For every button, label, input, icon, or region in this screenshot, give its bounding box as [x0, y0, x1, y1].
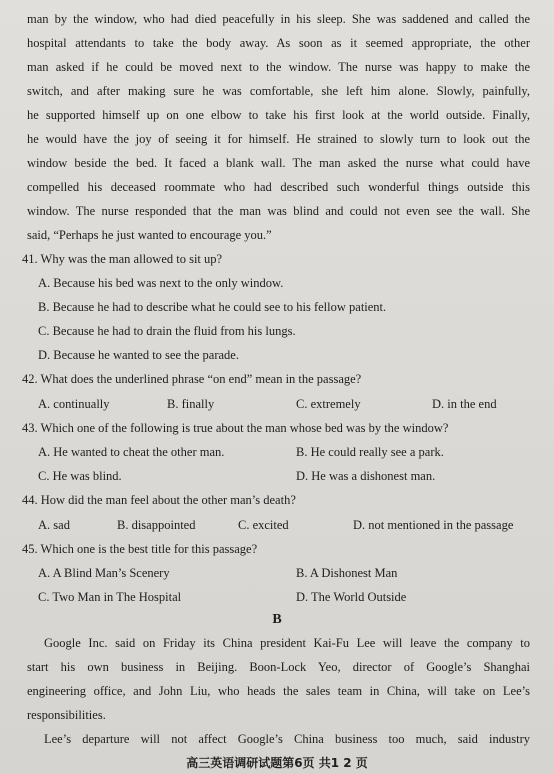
page-footer: 高三英语调研试题第6页 共1 2 页 [186, 756, 368, 770]
question-44-option-a: A. sad [38, 518, 70, 532]
question-43-option-d: D. He was a dishonest man. [296, 469, 436, 483]
question-42-option-a: A. continually [38, 397, 110, 411]
question-45-option-d: D. The World Outside [296, 590, 407, 604]
passage-b-line-1: Google Inc. said on Friday its China president Kai-Fu Lee will leave the company to [44, 636, 530, 650]
question-41-option-c: C. Because he had to drain the fluid from his lungs. [38, 324, 296, 338]
passage-a-line-8: compelled his deceased roommate who had described such wonderful things outside this [27, 180, 530, 194]
passage-a-line-1: man by the window, who had died peacefully in his sleep. She was saddened and called the [27, 12, 530, 26]
passage-a-line-10: said, “Perhaps he just wanted to encourage you.” [27, 228, 272, 242]
section-b-heading: B [272, 612, 282, 627]
question-42-option-d: D. in the end [432, 397, 497, 411]
question-44-stem: 44. How did the man feel about the other man’s death? [22, 493, 296, 507]
passage-a-line-5: he supported himself up on one elbow to take his first look at the world outside. Finally, [27, 108, 530, 122]
passage-b-line-3: engineering office, and John Liu, who heads the sales team in China, will take on Lee’s [27, 684, 530, 698]
question-41-stem: 41. Why was the man allowed to sit up? [22, 252, 223, 266]
passage-a-line-3: man asked if he could be moved next to the window. The nurse was happy to make the [27, 60, 530, 74]
question-43-option-b: B. He could really see a park. [296, 445, 444, 459]
passage-a-line-6: he would have the joy of seeing it for himself. He strained to slowly turn to look out the [27, 132, 530, 146]
passage-a-line-7: window beside the bed. It faced a blank wall. The man asked the nurse what could have [27, 156, 530, 170]
question-44-option-d: D. not mentioned in the passage [353, 518, 514, 532]
passage-a-line-2: hospital attendants to take the body away. As soon as it seemed appropriate, the other [27, 36, 530, 50]
passage-a-line-4: switch, and after making sure he was comfortable, she left him alone. Slowly, painfully, [27, 84, 530, 98]
question-45-option-c: C. Two Man in The Hospital [38, 590, 182, 604]
question-44-option-c: C. excited [238, 518, 289, 532]
passage-a-line-9: window. The nurse responded that the man was blind and could not even see the wall. She [27, 204, 530, 218]
question-41-option-d: D. Because he wanted to see the parade. [38, 348, 239, 362]
question-43-option-c: C. He was blind. [38, 469, 122, 483]
question-45-stem: 45. Which one is the best title for this passage? [22, 542, 258, 556]
question-45-option-a: A. A Blind Man’s Scenery [38, 566, 170, 580]
question-42-option-c: C. extremely [296, 397, 361, 411]
question-41-option-a: A. Because his bed was next to the only window. [38, 276, 284, 290]
passage-b-line-2: start his own business in Beijing. Boon-Lock Yeo, director of Google’s Shanghai [27, 660, 530, 674]
question-43-option-a: A. He wanted to cheat the other man. [38, 445, 225, 459]
question-43-stem: 43. Which one of the following is true about the man whose bed was by the window? [22, 421, 449, 435]
passage-b-line-5: Lee’s departure will not affect Google’s China business too much, said industry [44, 732, 530, 746]
question-44-option-b: B. disappointed [117, 518, 196, 532]
question-42-stem: 42. What does the underlined phrase “on end” mean in the passage? [22, 372, 362, 386]
question-41-option-b: B. Because he had to describe what he could see to his fellow patient. [38, 300, 387, 314]
passage-b-line-4: responsibilities. [27, 708, 106, 722]
question-45-option-b: B. A Dishonest Man [296, 566, 398, 580]
question-42-option-b: B. finally [167, 397, 215, 411]
